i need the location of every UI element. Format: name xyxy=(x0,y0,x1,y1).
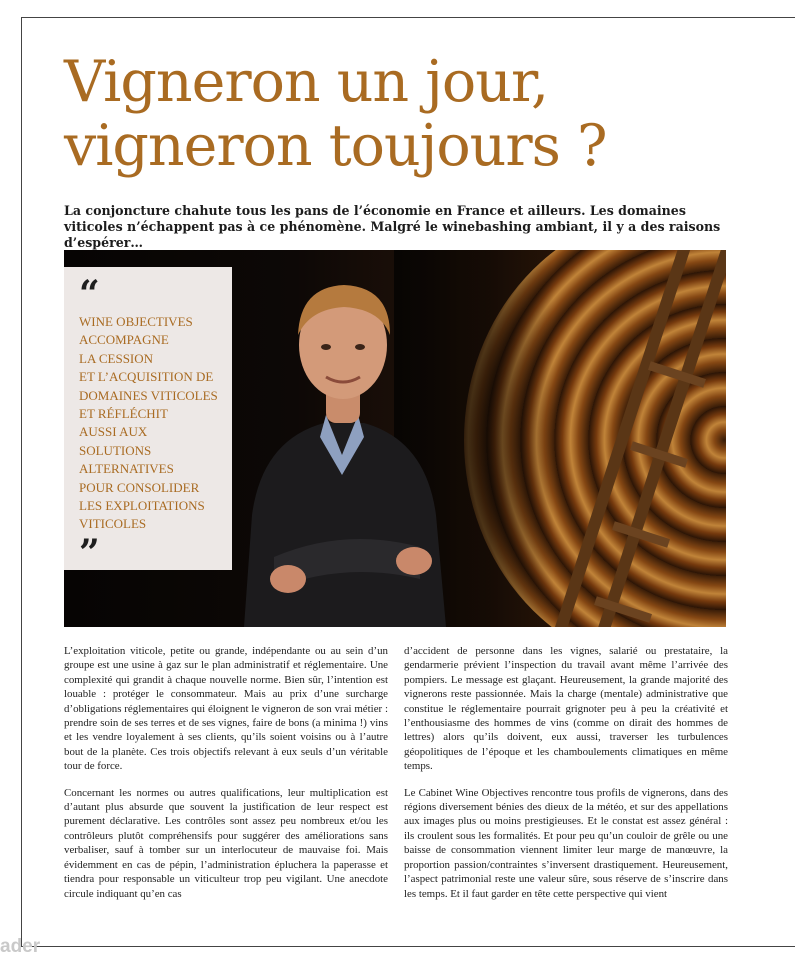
pull-quote xyxy=(64,267,232,574)
article-title xyxy=(64,50,764,178)
title-line-2: vigneron toujours ? xyxy=(64,113,607,179)
article-lede: La conjoncture chahute tous les pans de l’économie en France et ailleurs. Les domaines viticoles n’échappent pas à ce phénomène. Malgré le winebashing ambiant, il y a des raisons d’espérer… xyxy=(64,203,721,250)
watermark-text: ader xyxy=(0,936,41,957)
page-bottom-rule xyxy=(21,946,795,947)
pull-quote-line: ET RÉFLÉCHIT xyxy=(79,406,168,422)
pull-quote-line: SOLUTIONS xyxy=(79,442,152,458)
body-column-left xyxy=(64,644,388,913)
pull-quote-line: ACCOMPAGNE xyxy=(79,332,169,348)
open-quote-icon: “ xyxy=(79,273,100,315)
pull-quote-text xyxy=(79,313,222,534)
pull-quote-line: VITICOLES xyxy=(79,516,147,532)
body-column-right xyxy=(404,644,728,913)
body-paragraph: Concernant les normes ou autres qualifications, leur multiplication est d’autant plus absurde que souvent la justification de leur respect est purement déclarative. Les contrôles sont assez peu nombreux et/ou les contrôleurs plutôt compréhensifs pour suggérer des améliorations sans verbaliser, sauf à tomber sur un interlocuteur de mauvaise foi. Mais évidemment en cas de pépin, l’administration épluchera la paperasse et tiendra pour responsable un viticulteur trop peu vigilant. Une anecdote circule indiquant qu’en cas xyxy=(64,786,388,900)
winemaker-portrait xyxy=(214,265,474,627)
pull-quote-line: ALTERNATIVES xyxy=(79,461,174,477)
pull-quote-line: WINE OBJECTIVES xyxy=(79,314,193,329)
pull-quote-line: AUSSI AUX xyxy=(79,424,148,440)
pull-quote-line: POUR CONSOLIDER xyxy=(79,479,200,495)
pull-quote-line: LES EXPLOITATIONS xyxy=(79,498,205,514)
body-paragraph: Le Cabinet Wine Objectives rencontre tous profils de vignerons, dans des régions diversement bénies des dieux de la météo, et sur des appellations aux images plus ou moins prestigieuses. Et le constat est assez général : ils croulent sous les formalités. Et pour peu qu’un couloir de grêle ou une baisse de consommation viennent limiter leur marge de manœuvre, la proportion passion/contraintes s’inversent drastiquement. Heureusement, l’aspect patrimonial reste une valeur sûre, sous réserve de s’inscrire dans les temps. Et il faut garder en tête cette perspective qui vient xyxy=(404,786,728,900)
body-paragraph: d’accident de personne dans les vignes, salarié ou prestataire, la gendarmerie prévient l’inspection du travail avant même l’arrivée des pompiers. Le message est glaçant. Heureusement, la grande majorité des vignerons reste passionnée. Mais la charge (mentale) administrative que constitue le réglementaire pourrait grignoter peu à peu la créativité et l’enthousiasme des hommes de vins (comme on dirait des hommes de lettres) alors qu’ils doivent, eux aussi, traverser les turbulences géopolitiques de l’époque et les chamboulements climatiques en même temps. xyxy=(404,645,728,773)
pull-quote-line: DOMAINES VITICOLES xyxy=(79,387,218,403)
pull-quote-line: ET L’ACQUISITION DE xyxy=(79,369,214,385)
body-paragraph: L’exploitation viticole, petite ou grande, indépendante ou au sein d’un groupe est une usine à gaz sur le plan administratif et réglementaire. Une complexité qui grandit à chaque nouvelle norme. Bien sûr, l’intention est louable : protéger le consommateur. Mais au prix d’une surcharge d’obligations réglementaires qui éloignent le vigneron de son vrai métier : prendre soin de ses terres et de ses vignes, faire de bons (a minima !) vins et les vendre loyalement à ses clients, qu’ils soient voisins ou à l’autre bout de la planète. Ces trois objectifs relevant à eux seuls d’un véritable tour de force. xyxy=(64,645,388,773)
pull-quote-line: LA CESSION xyxy=(79,350,154,366)
close-quote-icon: ” xyxy=(79,531,100,574)
title-line-1: Vigneron un jour, xyxy=(64,49,549,115)
